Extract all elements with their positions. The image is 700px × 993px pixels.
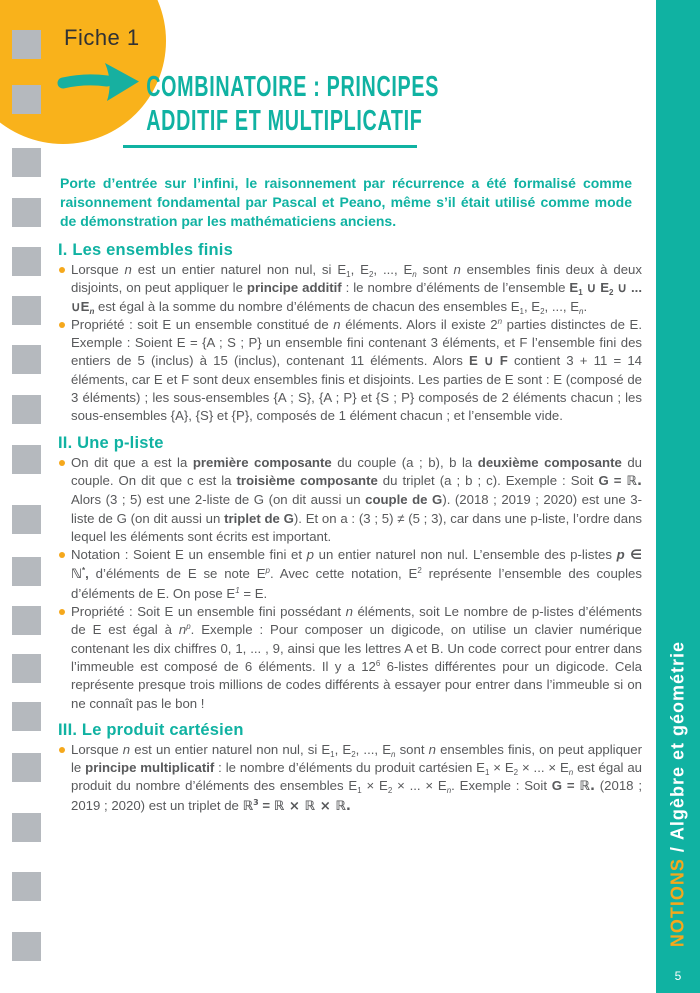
section-produit-cartesien — [58, 720, 642, 816]
section-heading-3: III. Le produit cartésien — [58, 720, 244, 739]
bullet-dot-icon — [59, 747, 65, 753]
sidebar-label — [668, 641, 689, 947]
sidebar-separator: / — [667, 839, 688, 858]
binding-square-decoration — [12, 557, 41, 586]
sidebar-section: Algèbre et géométrie — [667, 640, 688, 840]
section-p-liste — [58, 433, 642, 713]
bullet-text: Lorsque n est un entier naturel non nul, si $E_1$, $E_2$, ..., $E_n$ sont n ensembles finis deux à deux disjoints, on peut appliquer le principe additif : le nombre d’éléments de l’ensemble $E_1$ ∪ $E_2$ ∪ ... $\cup E_n$ est égal à la somme du nombre d’éléments de chacun des ensembles $E_1$, $E_2$, ..., $E_n$. — [71, 262, 642, 316]
binding-square-decoration — [12, 932, 41, 961]
bullet-item — [58, 741, 642, 816]
binding-square-decoration — [12, 85, 41, 114]
bullet-dot-icon — [59, 322, 65, 328]
main-content — [58, 240, 642, 816]
title-underline — [123, 145, 417, 148]
bullet-item — [58, 603, 642, 713]
bullet-dot-icon — [59, 267, 65, 273]
title-line-1: COMBINATOIRE : PRINCIPES — [146, 71, 440, 103]
binding-square-decoration — [12, 198, 41, 227]
title-line-2: ADDITIF ET MULTIPLICATIF — [146, 105, 423, 137]
bullet-item — [58, 546, 642, 603]
binding-square-decoration — [12, 148, 41, 177]
binding-square-decoration — [12, 753, 41, 782]
sidebar-category: NOTIONS — [667, 857, 688, 947]
bullet-text: Propriété : Soit E un ensemble fini possédant n éléments, soit Le nombre de p-listes d’éléments de E est égal à $n^p$. Exemple : Pour composer un digicode, on utilise un clavier numérique contenant les dix chiffres 0, 1, ... , 9, ainsi que les lettres A et B. Un code correct pour entrer dans l’immeuble est composé de 6 éléments. Il y a $12^6$ 6-listes différentes pour un digicode. Cela représente presque trois millions de codes différents à essayer pour entrer dans l’immeuble si on ne connaît pas le bon ! — [71, 604, 642, 711]
bullet-item — [58, 261, 642, 316]
intro-paragraph: Porte d’entrée sur l’infini, le raisonnement par récurrence a été formalisé comme raisonnement fondamental par Pascal et Peano, même s’il était utilisé comme mode de démonstration par les mathématiciens anciens. — [60, 175, 632, 229]
section-heading-1: I. Les ensembles finis — [58, 241, 233, 259]
section-heading-2: II. Une p-liste — [58, 433, 164, 452]
binding-square-decoration — [12, 505, 41, 534]
bullet-item — [58, 316, 642, 426]
binding-square-decoration — [12, 395, 41, 424]
bullet-text: Propriété : soit E un ensemble constitué de n éléments. Alors il existe 2$^n$ parties distinctes de E. Exemple : Soient E = {A ; S ; P} un ensemble fini contenant 3 éléments, et F l’ensemble fini des entiers de 5 (inclus) à 15 (inclus), contenant 11 éléments. Alors E ∪ F contient 3 + 11 = 14 éléments, car E et F sont deux ensembles finis et disjoints. Les parties de E sont : E (composé de 3 éléments) ; les sous-ensembles {A ; S}, {A ; P} et {S ; P} composés de 2 éléments chacun ; les sous-ensembles {A}, {S} et {P}, composés de 1 élément chacun ; et l’ensemble vide. — [71, 316, 642, 424]
section-ensembles-finis — [58, 240, 642, 426]
binding-square-decoration — [12, 872, 41, 901]
page-number: 5 — [674, 969, 682, 983]
binding-square-decoration — [12, 345, 41, 374]
bullet-text: On dit que a est la première composante du couple (a ; b), b la deuxième composante du couple. On dit que c est la troisième composante du triplet (a ; b ; c). Exemple : Soit G = ℝ. Alors (3 ; 5) est une 2-liste de G (on dit aussi un couple de G). (2018 ; 2019 ; 2020) est une 3-liste de G (on dit aussi un triplet de G). Et on a : (3 ; 5) ≠ (5 ; 3), car dans une p-liste, l’ordre dans lequel les éléments sont écrits est important. — [71, 454, 643, 544]
binding-square-decoration — [12, 30, 41, 59]
bullet-dot-icon — [59, 552, 65, 558]
sidebar-tab — [656, 0, 700, 993]
binding-square-decoration — [12, 606, 41, 635]
bullet-text: Lorsque n est un entier naturel non nul, si $E_1$, $E_2$, ..., $E_n$ sont n ensembles finis, on peut appliquer le principe multiplicatif : le nombre d’éléments du produit cartésien $E_1 \times E_2$ × ... × $E_n$ est égal au produit du nombre d’éléments des ensembles $E_1 \times E_2$ × ... × $E_n$. Exemple : Soit G = ℝ. (2018 ; 2019 ; 2020) est un triplet de ℝ$^3$ = ℝ × ℝ × ℝ. — [71, 741, 642, 814]
binding-square-decoration — [12, 296, 41, 325]
fiche-number-label: Fiche 1 — [64, 25, 140, 50]
binding-square-decoration — [12, 247, 41, 276]
bullet-dot-icon — [59, 460, 65, 466]
bullet-text: Notation : Soient E un ensemble fini et p un entier naturel non nul. L’ensemble des p-listes p ∈ ℕ*, d’éléments de E se note $E^p$. Avec cette notation, $E^2$ représente l’ensemble des couples d’éléments de E. On pose $E^1 = E$. — [71, 547, 642, 601]
page-title — [88, 70, 452, 148]
binding-square-decoration — [12, 702, 41, 731]
bullet-dot-icon — [59, 609, 65, 615]
binding-square-decoration — [12, 813, 41, 842]
binding-square-decoration — [12, 445, 41, 474]
bullet-item — [58, 454, 642, 546]
binding-square-decoration — [12, 654, 41, 683]
